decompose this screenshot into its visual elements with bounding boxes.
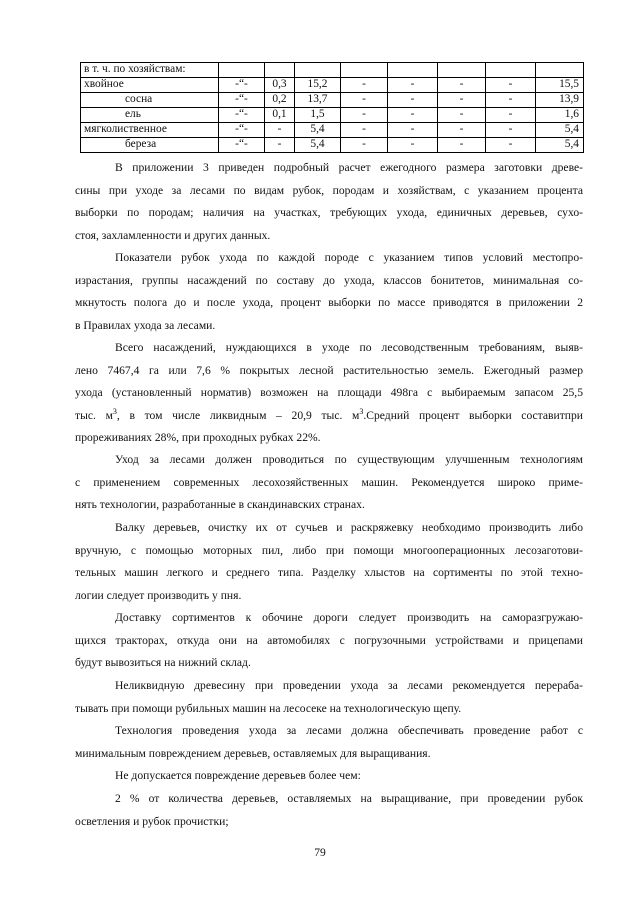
table-cell: 13,7 xyxy=(295,93,341,108)
table-cell: 0,1 xyxy=(265,108,295,123)
table-cell: 5,4 xyxy=(536,138,584,153)
text-line: Технология проведения ухода за лесами должна обеспечивать проведение работ с xyxy=(115,724,583,737)
table-cell: - xyxy=(388,138,438,153)
text-line: 2 % от количества деревьев, оставляемых на выращивание, при проведении рубок xyxy=(115,792,583,805)
table-row xyxy=(81,63,584,78)
text-line: израстания, группы насаждений по составу до ухода, классов бонитетов, минимальная со- xyxy=(75,273,583,287)
table-cell: - xyxy=(388,93,438,108)
table-cell: - xyxy=(341,138,388,153)
table-cell: 5,4 xyxy=(295,123,341,138)
text-line: минимальным повреждением деревьев, оставляемых для выращивания. xyxy=(75,746,431,760)
paragraph xyxy=(75,607,583,675)
table-cell: - xyxy=(388,108,438,123)
table-cell xyxy=(295,63,341,78)
table-cell: -“- xyxy=(219,138,265,153)
text-line: сины при уходе за лесами по видам рубок, породам и хозяйствам, с указанием процента xyxy=(75,183,583,197)
table-cell: - xyxy=(265,138,295,153)
paragraph xyxy=(75,247,583,337)
table-cell: - xyxy=(486,108,536,123)
text-line: тельных машин легкого и среднего типа. Разделку хлыстов на сортименты по этой техно- xyxy=(75,566,583,580)
row-label: сосна xyxy=(81,93,219,108)
paragraph xyxy=(75,765,583,788)
paragraph xyxy=(75,449,583,517)
table-cell: - xyxy=(388,123,438,138)
table-cell: - xyxy=(486,93,536,108)
text-line: будут вывозиться на нижний склад. xyxy=(75,656,251,670)
text-line: Показатели рубок ухода по каждой породе с указанием типов условий местопро- xyxy=(115,251,583,264)
table-cell xyxy=(265,63,295,78)
paragraph xyxy=(75,157,583,247)
table-cell: - xyxy=(341,93,388,108)
paragraph xyxy=(75,675,583,720)
text-line: Валку деревьев, очистку их от сучьев и раскряжевку необходимо производить либо xyxy=(115,521,583,534)
table-cell: - xyxy=(438,123,486,138)
text-line: прореживаниях 28%, при проходных рубках 22%. xyxy=(75,431,321,445)
table-cell: 0,3 xyxy=(265,78,295,93)
text-line: В приложении 3 приведен подробный расчет ежегодного размера заготовки древе- xyxy=(115,161,583,174)
row-label: в т. ч. по хозяйствам: xyxy=(81,63,219,78)
text-line: выборки по породам; наличия на участках, требующих ухода, единичных деревьев, сухо- xyxy=(75,206,583,220)
text-line: Всего насаждений, нуждающихся в уходе по лесоводственным требованиям, выяв- xyxy=(115,341,583,354)
table-row xyxy=(81,138,584,153)
table-cell: -“- xyxy=(219,93,265,108)
table-cell xyxy=(219,63,265,78)
text-line: тыс. $м^3$, в том числе ликвидным – 20,9 тыс. $м^3.Средний$ процент выборки составитпри xyxy=(75,406,583,422)
text-line: лено 7467,4 га или 7,6 % покрытых лесной растительностью земель. Ежегодный размер xyxy=(75,363,583,377)
forest-data-table xyxy=(80,62,584,153)
row-label: хвойное xyxy=(81,78,219,93)
table-cell: - xyxy=(438,138,486,153)
table-cell: - xyxy=(265,123,295,138)
table-cell xyxy=(341,63,388,78)
text-line: Неликвидную древесину при проведении ухода за лесами рекомендуется перераба- xyxy=(115,679,583,692)
row-label: береза xyxy=(81,138,219,153)
table-row xyxy=(81,108,584,123)
table-cell: 5,4 xyxy=(536,123,584,138)
table-cell: 15,5 xyxy=(536,78,584,93)
table-cell: - xyxy=(341,123,388,138)
table-cell: - xyxy=(438,108,486,123)
paragraph xyxy=(75,720,583,765)
page-number: 79 xyxy=(314,846,326,859)
table-cell: - xyxy=(341,108,388,123)
table-row xyxy=(81,123,584,138)
paragraph xyxy=(75,517,583,607)
paragraph xyxy=(75,337,583,450)
table-cell xyxy=(536,63,584,78)
text-line: Доставку сортиментов к обочине дороги следует производить на саморазгружаю- xyxy=(115,611,583,624)
table-cell: - xyxy=(438,78,486,93)
table-cell: 13,9 xyxy=(536,93,584,108)
table-cell xyxy=(486,63,536,78)
table-cell: - xyxy=(438,93,486,108)
table-cell xyxy=(438,63,486,78)
text-line: нять технологии, разработанные в скандинавских странах. xyxy=(75,498,365,512)
table-cell: - xyxy=(341,78,388,93)
text-line: Не допускается повреждение деревьев более чем: xyxy=(115,769,361,782)
text-line: тывать при помощи рубильных машин на лесосеке на технологическую щепу. xyxy=(75,701,462,715)
table-cell: -“- xyxy=(219,108,265,123)
text-line: мкнутость полога до и после ухода, процент выборки по массе приводятся в приложении 2 xyxy=(75,296,583,310)
text-line: осветления и рубок прочистки; xyxy=(75,814,229,828)
table-cell: - xyxy=(486,78,536,93)
table-cell: 5,4 xyxy=(295,138,341,153)
text-line: ухода (установленный норматив) возможен на площади 498га с выбираемым запасом 25,5 xyxy=(75,386,583,400)
table-cell: - xyxy=(388,78,438,93)
text-line: с применением современных лесохозяйственных машин. Рекомендуется широко приме- xyxy=(75,475,583,489)
table-cell: 1,5 xyxy=(295,108,341,123)
table-cell: 0,2 xyxy=(265,93,295,108)
table-row xyxy=(81,93,584,108)
text-line: логии следует производить у пня. xyxy=(75,588,242,602)
text-line: стоя, захламленности и других данных. xyxy=(75,228,271,242)
table-cell: -“- xyxy=(219,78,265,93)
table-cell: - xyxy=(486,138,536,153)
text-line: щихся тракторах, откуда они на автомобилях с погрузочными устройствами и прицепами xyxy=(75,633,583,647)
table-cell: 1,6 xyxy=(536,108,584,123)
table-cell: 15,2 xyxy=(295,78,341,93)
paragraph xyxy=(75,788,583,833)
text-line: вручную, с помощью моторных пил, либо при помощи многооперационных лесозаготови- xyxy=(75,543,583,557)
row-label: ель xyxy=(81,108,219,123)
table-cell xyxy=(388,63,438,78)
row-label: мягколиственное xyxy=(81,123,219,138)
table-row xyxy=(81,78,584,93)
text-line: Уход за лесами должен проводиться по существующим улучшенным технологиям xyxy=(115,453,583,466)
text-line: в Правилах ухода за лесами. xyxy=(75,318,216,332)
table-cell: - xyxy=(486,123,536,138)
table-cell: -“- xyxy=(219,123,265,138)
